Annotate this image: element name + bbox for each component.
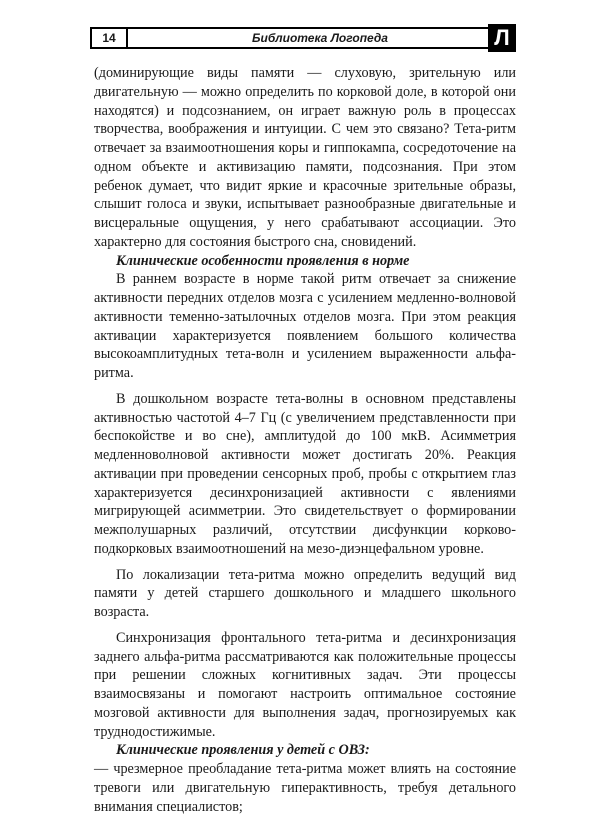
running-header bbox=[90, 27, 514, 49]
paragraph-synchronization: Синхронизация фронтального тета-ритма и десинхронизация заднего альфа-ритма рассматриваются как положительные процессы при решении сложных когнитивных задач. Эти процессы взаимосвязаны и помогают настроить оптимальное состояние мозговой активности для выполнения задач, прогнозируемых как труднодостижимые. bbox=[94, 629, 516, 740]
paragraph-localization: По локализации тета-ритма можно определить ведущий вид памяти у детей старшего дошкольного и младшего школьного возраста. bbox=[94, 566, 516, 620]
section-heading-norm: Клинические особенности проявления в норме bbox=[116, 252, 410, 269]
paragraph-early-age: В раннем возрасте в норме такой ритм отвечает за снижение активности передних отделов мозга с усилением медленно-волновой активности теменно-затылочных отделов мозга. При этом реакция активации характеризуется появлением большого количества высокоамплитудных тета-волн и усилением выраженности альфа-ритма. bbox=[94, 271, 516, 381]
paragraph-preschool: В дошкольном возрасте тета-волны в основном представлены активностью частотой 4–7 Гц (с увеличением представленности при беспокойстве и во сне), амплитудой до 100 мкВ. Асимметрия медленноволновой активности может достигать 20%. Реакция активации при проведении сенсорных проб, пробы с открытием глаз характеризуется десинхронизацией активности с явлениями мигрирующей асимметрии. Это свидетельствует о формировании межполушарных различий, отсутствии дисфункции корково-подкорковых взаимоотношений на мезо-диэнцефальном уровне. bbox=[94, 390, 516, 557]
series-logo: Л bbox=[488, 24, 516, 52]
page-body bbox=[94, 64, 516, 816]
running-title: Библиотека Логопеда bbox=[252, 31, 388, 45]
page-number: 14 bbox=[92, 29, 128, 47]
list-item-dash: — чрезмерное преобладание тета-ритма может влиять на состояние тревоги или двигательную гиперактивность, требуя детального внимания специалистов; bbox=[94, 761, 516, 815]
section-heading-ovz: Клинические проявления у детей с ОВЗ: bbox=[116, 742, 370, 759]
paragraph-continued: (доминирующие виды памяти — слуховую, зрительную или двигательную — можно определить по корковой доле, в которой они находятся) и подсознанием, он играет важную роль в процессах творчества, воображения и интуиции. С чем это связано? Тета-ритм отвечает за взаимоотношения коры и гиппокампа, сосредоточение на одном объекте и активизацию памяти, подсознания. При этом ребенок думает, что видит яркие и красочные зрительные образы, слышит голоса и звуки, испытывает разнообразные двигательные и висцеральные ощущения, у него срабатывают ассоциации. Это характерно для состояния быстрого сна, сновидений. bbox=[94, 65, 516, 250]
